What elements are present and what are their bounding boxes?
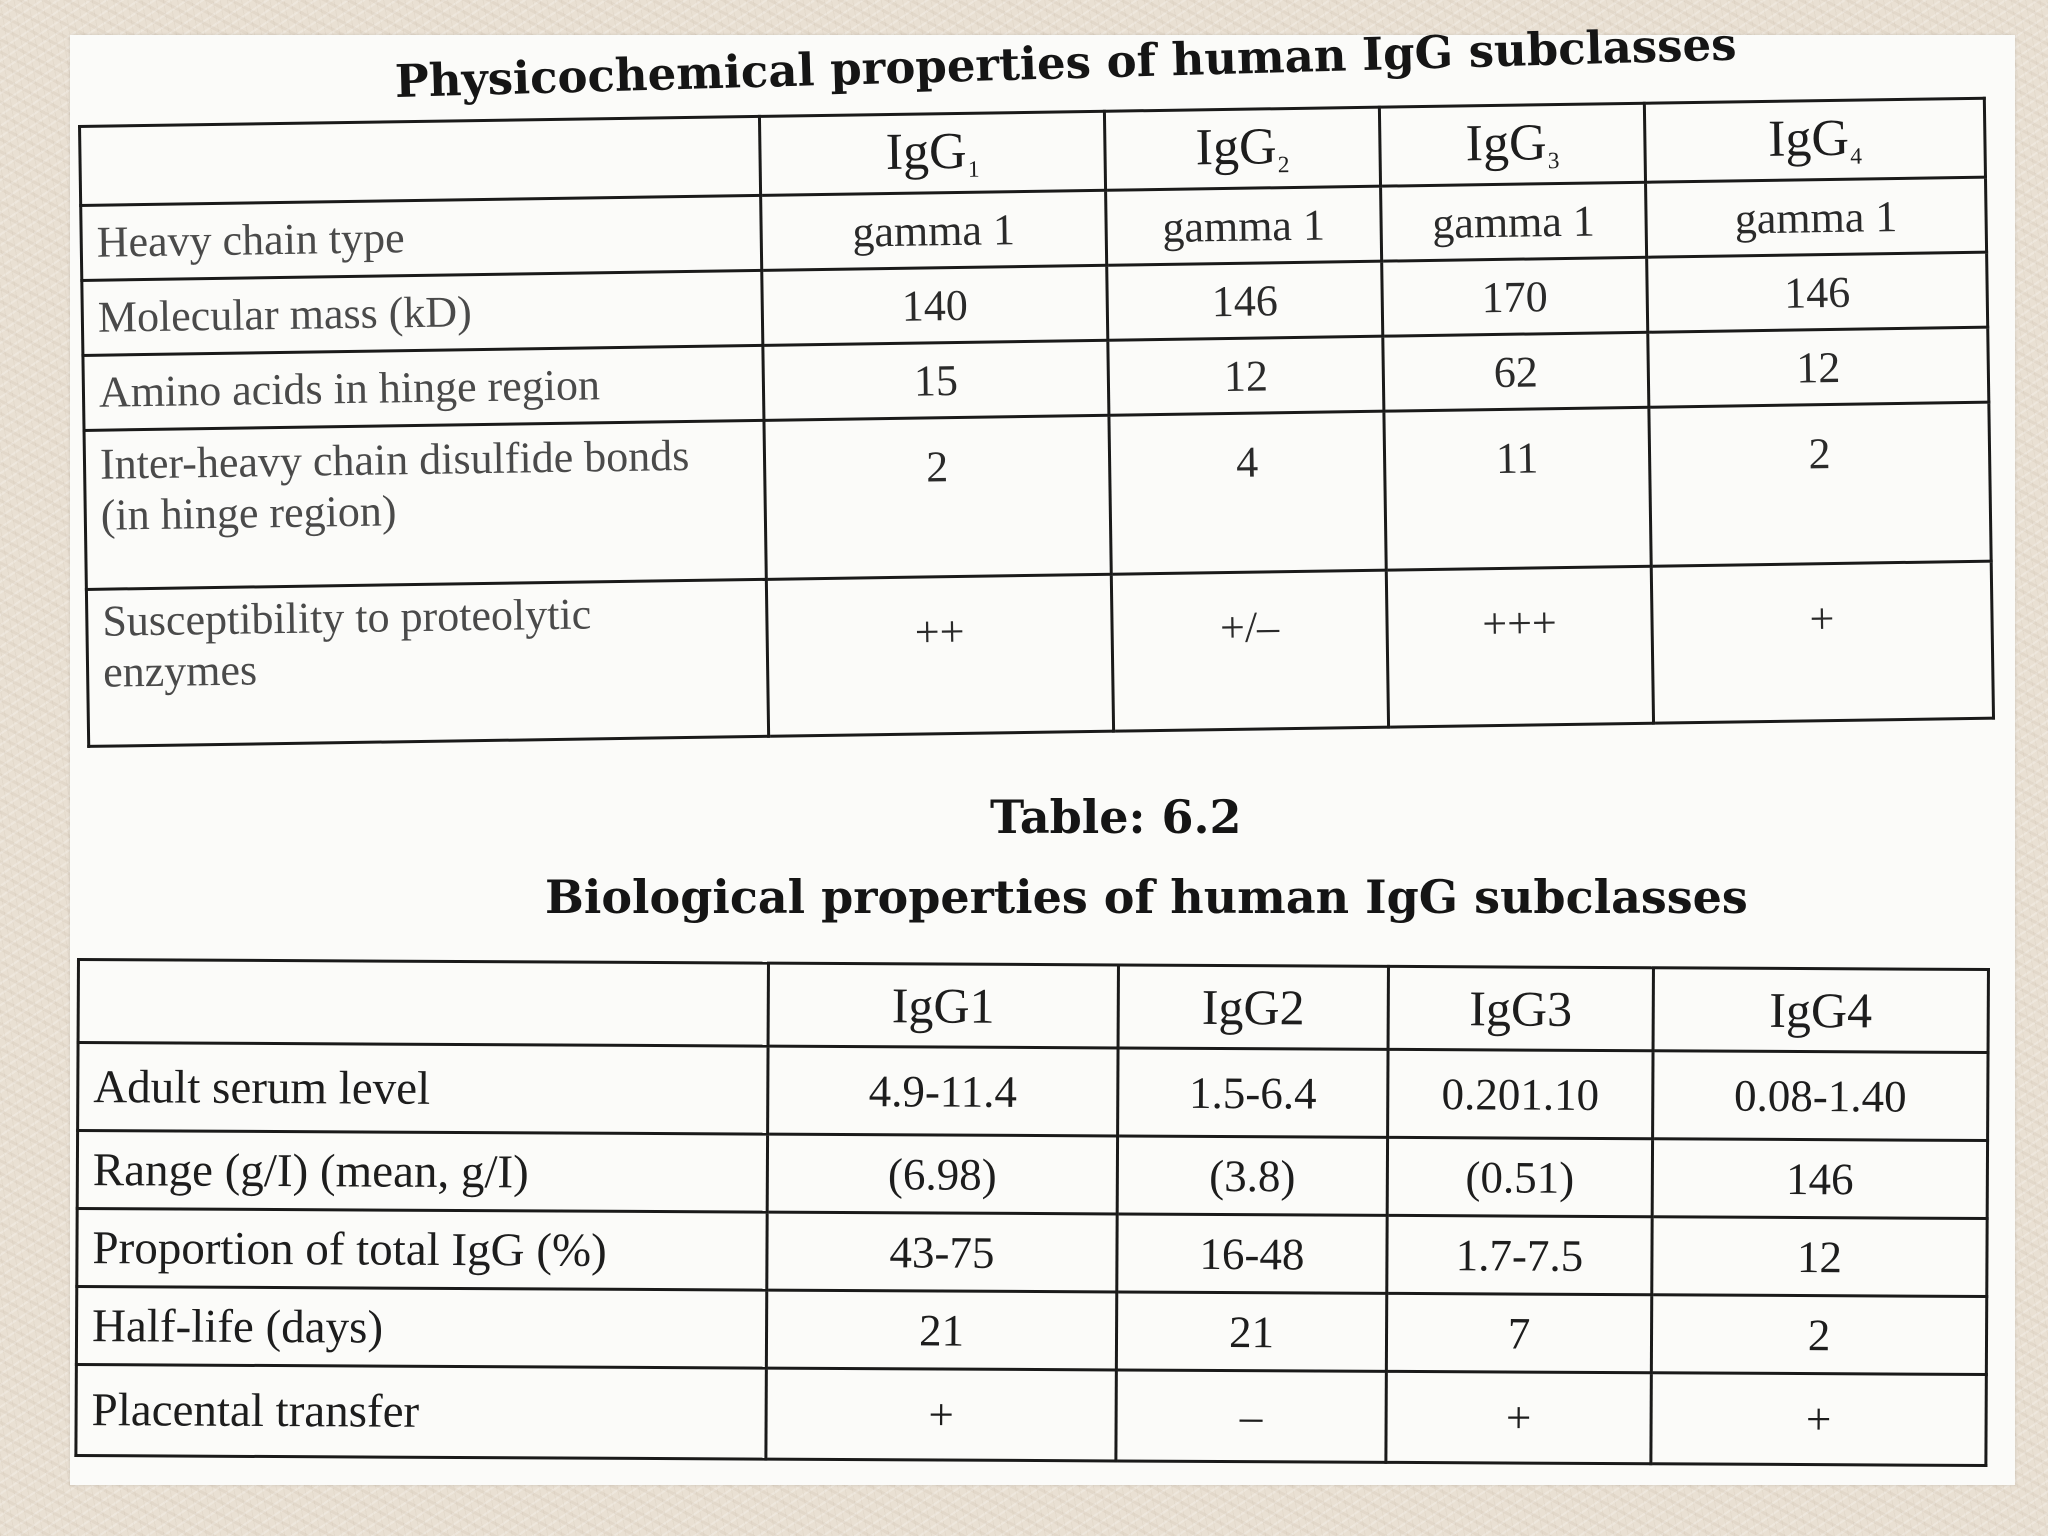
row-label: Placental transfer (76, 1365, 766, 1460)
table-cell: 62 (1383, 332, 1649, 411)
table-cell: 4 (1109, 411, 1386, 574)
table-cell: (6.98) (767, 1134, 1117, 1214)
table-cell: gamma 1 (1106, 186, 1382, 265)
table-cell: 170 (1382, 257, 1648, 336)
table2-column-header: IgG1 (768, 963, 1118, 1048)
table-cell: 0.08-1.40 (1653, 1051, 1988, 1141)
table-cell: 15 (763, 340, 1109, 420)
table-cell: 146 (1107, 261, 1383, 340)
table1-title: Physicochemical properties of human IgG subclasses (394, 17, 1738, 108)
row-label: Proportion of total IgG (%) (77, 1209, 767, 1291)
table1-column-name: IgG (1465, 114, 1547, 173)
table2-column-header: IgG3 (1388, 966, 1653, 1050)
table-cell: 12 (1652, 1217, 1987, 1297)
table-cell: +/– (1111, 570, 1388, 731)
table1-column-subscript: 2 (1277, 151, 1290, 178)
table-cell: (3.8) (1117, 1136, 1387, 1215)
row-label: Heavy chain type (81, 195, 762, 280)
table-cell: 16-48 (1117, 1214, 1387, 1293)
table2-column-header: IgG2 (1118, 965, 1388, 1049)
table-cell: 21 (1116, 1292, 1386, 1371)
table1-column-header (1104, 107, 1380, 190)
table2-column-header: IgG4 (1653, 968, 1988, 1053)
table-cell: ++ (766, 574, 1113, 736)
row-label: Half-life (days) (76, 1287, 766, 1369)
table-cell: 4.9-11.4 (768, 1046, 1118, 1136)
table-cell: 2 (1651, 1295, 1986, 1375)
row-label: Range (g/I) (mean, g/I) (77, 1131, 767, 1213)
table-row (77, 1131, 1987, 1219)
table-cell: + (1386, 1371, 1651, 1463)
table-cell: 146 (1652, 1139, 1987, 1219)
table-row (76, 1365, 1986, 1466)
row-label: Amino acids in hinge region (83, 345, 764, 430)
row-label: Molecular mass (kD) (82, 270, 763, 355)
table1-corner-cell (80, 116, 761, 205)
table1-column-header (1644, 98, 1985, 182)
table-cell: 146 (1647, 252, 1988, 332)
table-cell: – (1116, 1370, 1386, 1462)
table1-column-subscript: 1 (967, 156, 980, 183)
table2-title: Biological properties of human IgG subclasses (545, 870, 1748, 924)
table1-column-header (759, 111, 1105, 195)
table-cell: 11 (1384, 407, 1651, 570)
table2-header-row (78, 960, 1988, 1053)
table1-column-subscript: 4 (1850, 143, 1863, 170)
table-row (78, 1043, 1988, 1141)
table1-column-subscript: 3 (1547, 147, 1560, 174)
table-cell: + (1651, 561, 1993, 723)
physicochemical-properties-table (78, 97, 1995, 748)
scanned-page (70, 17, 2015, 1485)
table-cell: gamma 1 (1381, 182, 1647, 261)
table-cell: (0.51) (1387, 1137, 1652, 1216)
table-cell: gamma 1 (1646, 177, 1987, 257)
table2-corner-cell (78, 960, 768, 1047)
table1-column-name: IgG (1767, 110, 1850, 169)
table-cell: +++ (1386, 566, 1653, 727)
row-label: Inter-heavy chain disulfide bonds (in hinge region) (84, 420, 766, 589)
table-row (84, 402, 1991, 589)
table-row (76, 1287, 1986, 1375)
table-cell: 0.201.10 (1388, 1049, 1653, 1138)
table-cell: 2 (1649, 402, 1991, 566)
table-cell: 43-75 (767, 1212, 1117, 1292)
table-cell: 21 (766, 1290, 1116, 1370)
table-row (77, 1209, 1987, 1297)
table-cell: 7 (1386, 1293, 1651, 1372)
table-cell: 1.7-7.5 (1387, 1215, 1652, 1294)
table-caption: Table: 6.2 (990, 790, 1242, 844)
table1-column-name: IgG (885, 123, 967, 182)
table-cell: 12 (1648, 327, 1989, 407)
table-cell: gamma 1 (761, 190, 1107, 270)
table-cell: 12 (1108, 336, 1384, 415)
table-row (86, 561, 1993, 746)
table1-column-header (1379, 103, 1645, 186)
biological-properties-table (74, 958, 1990, 1467)
table1-column-name: IgG (1195, 118, 1277, 177)
table-cell: + (766, 1368, 1116, 1461)
table-cell: 140 (762, 265, 1108, 345)
row-label: Adult serum level (78, 1043, 768, 1135)
table-cell: 2 (764, 415, 1111, 579)
table-cell: 1.5-6.4 (1118, 1048, 1388, 1137)
row-label: Susceptibility to proteolytic enzymes (86, 579, 768, 746)
table-cell: + (1651, 1373, 1986, 1466)
